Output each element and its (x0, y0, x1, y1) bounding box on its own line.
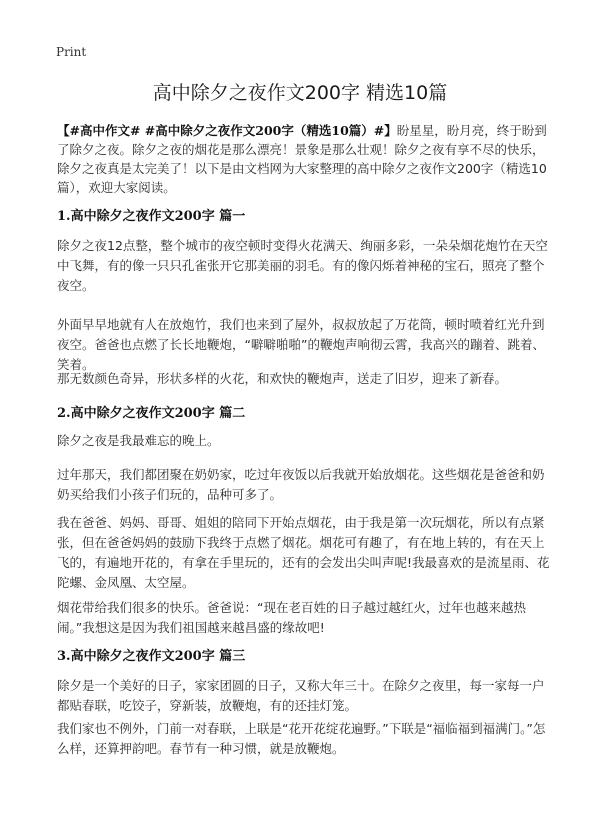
section-2-paragraph-2: 过年那天，我们都团聚在奶奶家，吃过年夜饭以后我就开始放烟花。这些烟花是爸爸和奶奶买给我们小孩子们玩的，品种可多了。 (57, 467, 545, 502)
section-1-paragraph-2: 外面早早地就有人在放炮竹，我们也来到了屋外，叔叔放起了万花筒，顿时喷着红光升到夜空。爸爸也点燃了长长地鞭炮，“噼噼啪啪”的鞭炮声响彻云霄，我高兴的蹦着、跳着、笑着。 (57, 317, 545, 372)
section-1-paragraph-1: 除夕之夜12点整，整个城市的夜空顿时变得火花满天、绚丽多彩，一朵朵烟花炮竹在天空中飞舞，有的像一只只孔雀张开它那美丽的羽毛。有的像闪烁着神秘的宝石，照亮了整个夜空。 (57, 238, 548, 293)
section-2-paragraph-1: 除夕之夜是我最难忘的晚上。 (57, 433, 220, 448)
section-heading-1: 1.高中除夕之夜作文200字 篇一 (57, 209, 246, 224)
section-3-paragraph-1: 除夕是一个美好的日子，家家团圆的日子，又称大年三十。在除夕之夜里，每一家每一户都贴春联，吃饺子，穿新装，放鞭炮，有的还挂灯笼。 (57, 678, 545, 713)
section-2-paragraph-3: 我在爸爸、妈妈、哥哥、姐姐的陪同下开始点烟花，由于我是第一次玩烟花，所以有点紧张，但在爸爸妈妈的鼓励下我终于点燃了烟花。烟花可有趣了，有在地上转的，有在天上飞的，有遍地开花的，有拿在手里玩的，还有的会发出尖叫声呢!我最喜欢的是流星雨、花陀螺、金凤凰、太空屋。 (57, 515, 550, 590)
intro-paragraph (57, 121, 553, 197)
intro-text: 盼星星，盼月亮，终于盼到了除夕之夜。除夕之夜的烟花是那么漂亮！景象是那么壮观！除夕之夜有享不尽的快乐，除夕之夜真是太完美了！以下是由文档网为大家整理的高中除夕之夜作文200字（精选10篇），欢迎大家阅读。 (57, 123, 547, 195)
section-heading-2: 2.高中除夕之夜作文200字 篇二 (57, 406, 246, 421)
section-heading-3: 3.高中除夕之夜作文200字 篇三 (57, 649, 246, 664)
intro-tag: 【#高中作文# #高中除夕之夜作文200字（精选10篇）#】 (57, 123, 397, 138)
section-1-paragraph-3: 那无数颜色奇异，形状多样的火花，和欢快的鞭炮声，送走了旧岁，迎来了新春。 (57, 371, 508, 386)
section-3-paragraph-2: 我们家也不例外，门前一对春联，上联是“花开花绽花遍野。”下联是“福临福到福满门。”怎么样，还算押韵吧。春节有一种习惯，就是放鞭炮。 (57, 721, 546, 756)
section-2-paragraph-4: 烟花带给我们很多的快乐。爸爸说：“现在老百姓的日子越过越红火，过年也越来越热闹。”我想这是因为我们祖国越来越昌盛的缘故吧! (57, 600, 526, 635)
print-label: Print (56, 45, 87, 59)
page-title: 高中除夕之夜作文200字 精选10篇 (152, 82, 448, 104)
